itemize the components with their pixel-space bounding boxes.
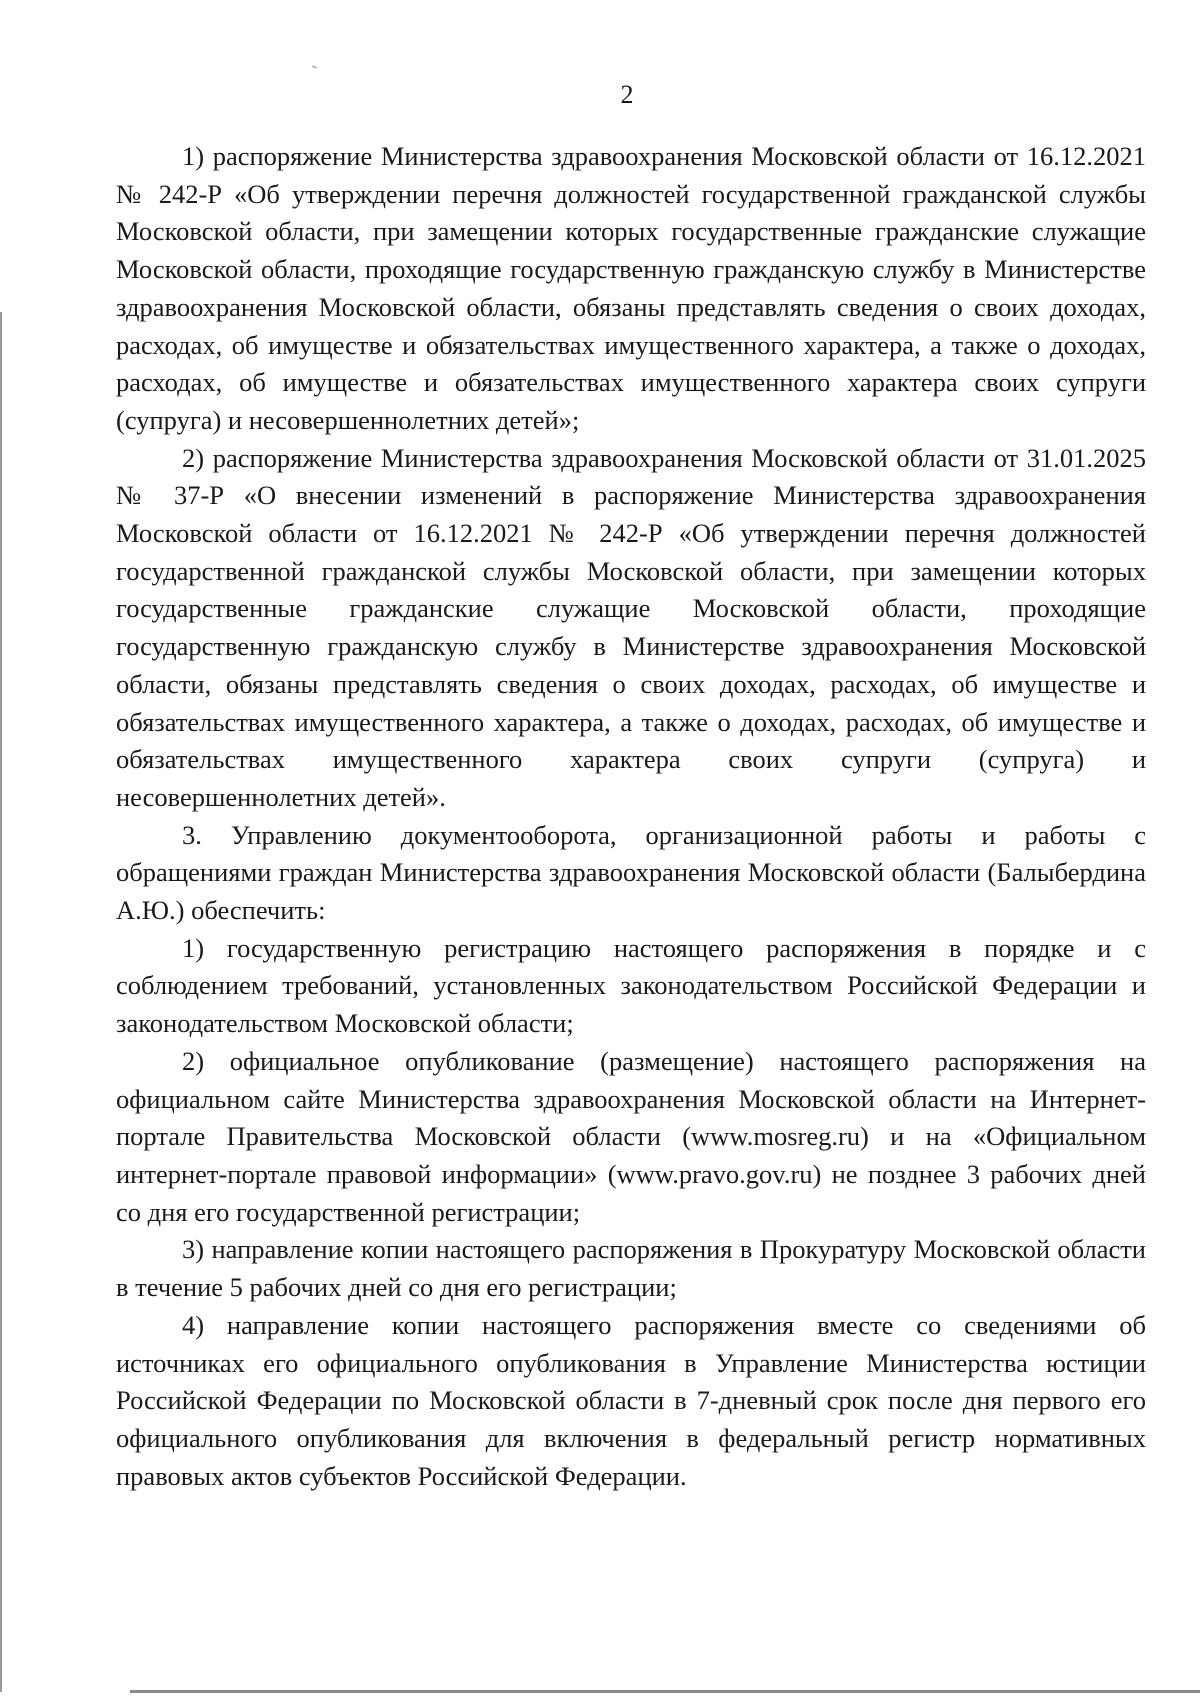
paragraph-subitem-2: 2) официальное опубликование (размещение) настоящего распоряжения на официальном сайте Министерства здравоохранения Московской области на Интернет-портале Правительства Московской области (www.mosreg.ru) и на «Официальном интернет-портале правовой информации» (www.pravo.gov.ru) не позднее 3 рабочих дней со дня его государственной регистрации; — [116, 1045, 1146, 1227]
page-number: 2 — [620, 80, 634, 109]
paragraph-subitem-3: 3) направление копии настоящего распоряжения в Прокуратуру Московской области в течение 5 рабочих дней со дня его регистрации; — [116, 1234, 1146, 1303]
paragraph-subitem-1: 1) государственную регистрацию настоящего распоряжения в порядке и с соблюдением требований, установленных законодательством Российской Федерации и законодательством Московской области; — [116, 932, 1146, 1039]
paragraph-section-3: 3. Управлению документооборота, организационной работы и работы с обращениями граждан Министерства здравоохранения Московской области (Балыбердина А.Ю.) обеспечить: — [116, 819, 1146, 926]
scan-bottom-edge — [130, 1690, 1200, 1693]
paragraph-item-2: 2) распоряжение Министерства здравоохранения Московской области от 31.01.2025 № 37-Р «О внесении изменений в распоряжение Министерства здравоохранения Московской области от 16.12.2021 № 242-Р «Об утверждении перечня должностей государственной гражданской службы Московской области, при замещении которых государственные гражданские служащие Московской области, проходящие государственную гражданскую службу в Министерстве здравоохранения Московской области, обязаны представлять сведения о своих доходах, расходах, об имуществе и обязательствах имущественного характера, а также о доходах, расходах, об имуществе и обязательствах имущественного характера своих супруги (супруга) и несовершеннолетних детей». — [116, 442, 1146, 812]
paragraph-item-1: 1) распоряжение Министерства здравоохранения Московской области от 16.12.2021 № 242-Р «Об утверждении перечня должностей государственной гражданской службы Московской области, при замещении которых государственные гражданские служащие Московской области, проходящие государственную гражданскую службу в Министерстве здравоохранения Московской области, обязаны представлять сведения о своих доходах, расходах, об имуществе и обязательствах имущественного характера, а также о доходах, расходах, об имуществе и обязательствах имущественного характера своих супруги (супруга) и несовершеннолетних детей»; — [116, 141, 1146, 435]
scan-speck — [312, 65, 317, 69]
paragraph-subitem-4: 4) направление копии настоящего распоряжения вместе со сведениями об источниках его официального опубликования в Управление Министерства юстиции Российской Федерации по Московской области в 7-дневный срок после дня первого его официального опубликования для включения в федеральный регистр нормативных правовых актов субъектов Российской Федерации. — [116, 1309, 1146, 1491]
document-body — [116, 138, 1146, 1495]
scan-left-edge — [0, 312, 2, 1692]
